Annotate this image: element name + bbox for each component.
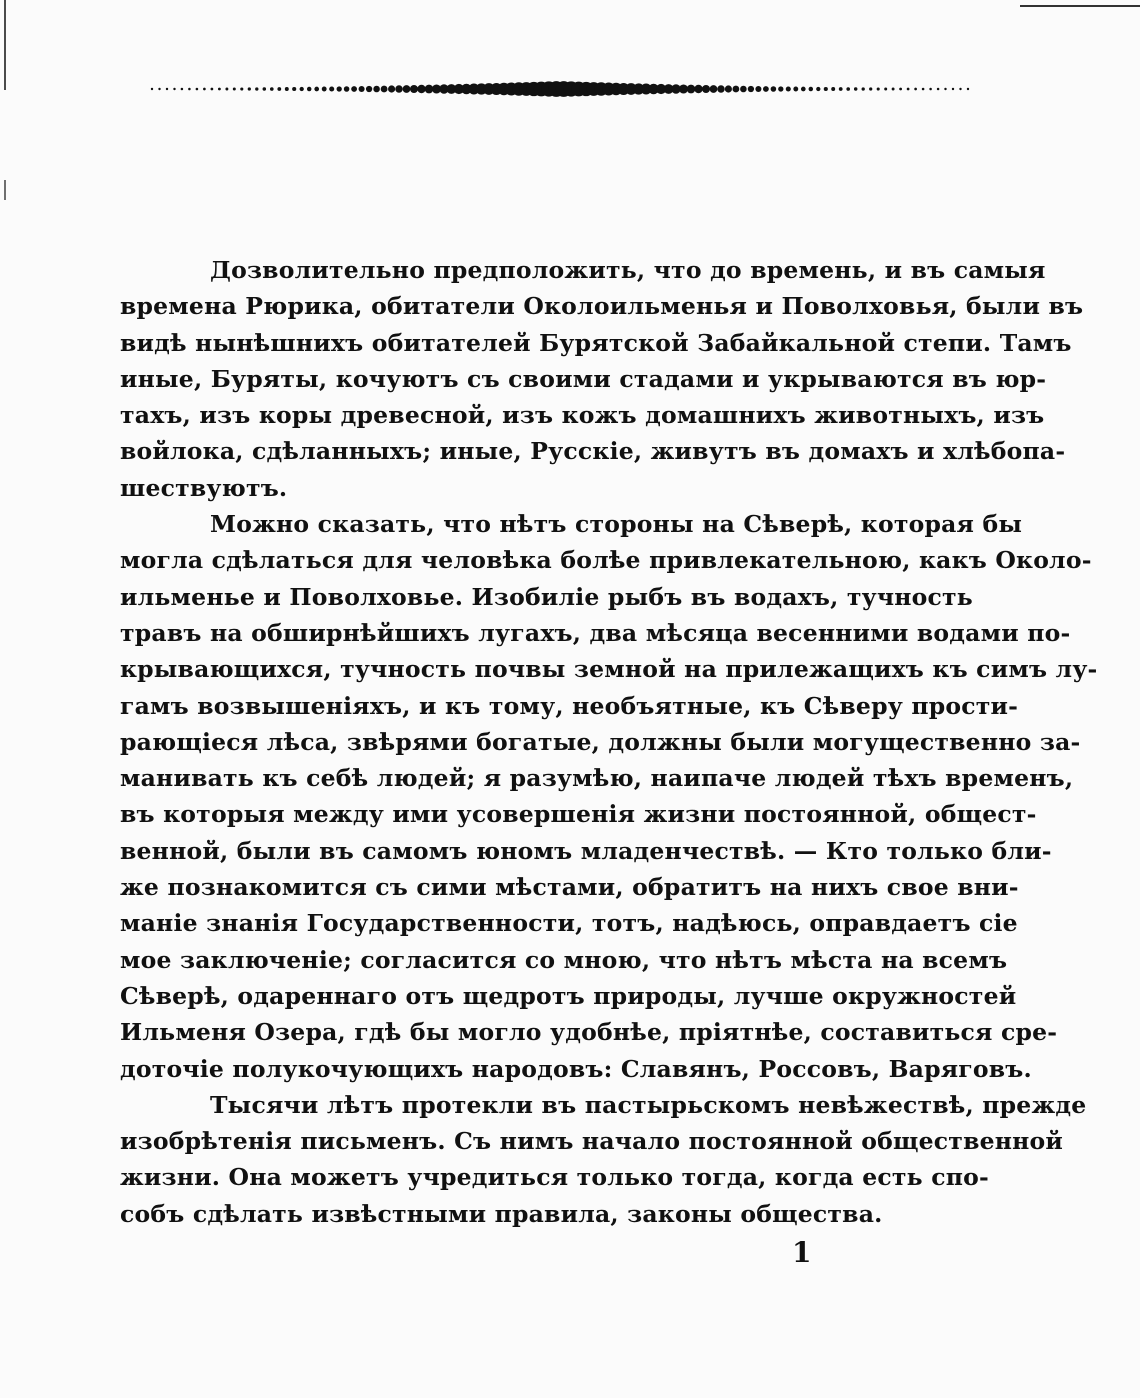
ornament-dot bbox=[151, 88, 153, 90]
ornament-dot bbox=[211, 88, 214, 91]
ornament-dot bbox=[248, 87, 251, 90]
ornament-dot bbox=[763, 86, 769, 92]
text-line: венной, были въ самомъ юномъ младенчествѣ. — Кто только бли- bbox=[120, 836, 1052, 865]
ornament-dot bbox=[740, 86, 747, 93]
ornament-dot bbox=[809, 87, 813, 91]
ornament-dot bbox=[694, 85, 702, 93]
ornament-dot bbox=[755, 86, 761, 92]
ornament-dot bbox=[952, 88, 954, 90]
ornament-dot bbox=[322, 87, 327, 92]
ornament-dot bbox=[196, 88, 199, 91]
text-line: Сѣверѣ, одареннаго отъ щедротъ природы, лучше окружностей bbox=[120, 981, 1017, 1010]
ornament-dot bbox=[351, 86, 357, 92]
ornament-dot bbox=[869, 87, 872, 90]
text-line: мое заключеніе; согласится со мною, что нѣтъ мѣста на всемъ bbox=[120, 945, 1008, 974]
page-number: 1 bbox=[792, 1236, 812, 1269]
text-line: изобрѣтенія письменъ. Съ нимъ начало постоянной общественной bbox=[120, 1127, 1064, 1156]
ornament-dot bbox=[233, 88, 236, 91]
ornament-dot bbox=[270, 87, 274, 91]
text-line: рающіеся лѣса, звѣрями богатые, должны были могущественно за- bbox=[120, 727, 1081, 756]
ornament-dot bbox=[307, 87, 311, 91]
paragraph-2 bbox=[120, 506, 1098, 1087]
ornament-dot bbox=[166, 88, 168, 90]
ornament-dot bbox=[816, 87, 820, 91]
text-line: иные, Буряты, кочуютъ съ своими стадами и укрываются въ юр- bbox=[120, 364, 1047, 393]
ornament-dot bbox=[862, 87, 865, 90]
ornament-dot bbox=[300, 87, 304, 91]
ornament-dot bbox=[771, 86, 777, 92]
ornament-dot bbox=[725, 85, 732, 92]
ornament-dot bbox=[877, 87, 880, 90]
ornament-dot bbox=[967, 88, 969, 90]
ornament-dot bbox=[831, 87, 835, 91]
ornament-dot bbox=[337, 86, 342, 91]
ornament-dot bbox=[277, 87, 281, 91]
text-line: тахъ, изъ коры древесной, изъ кожъ домашнихъ животныхъ, изъ bbox=[120, 401, 1045, 430]
ornament-dot bbox=[359, 86, 365, 92]
text-line: травъ на обширнѣйшихъ лугахъ, два мѣсяца весенними водами по- bbox=[120, 618, 1071, 647]
ornament-dot bbox=[181, 88, 184, 91]
ornament-dot bbox=[403, 85, 411, 93]
ornament-dot bbox=[914, 88, 917, 91]
ornament-dot bbox=[188, 88, 191, 91]
ornament-dot bbox=[884, 88, 887, 91]
ornament-dot bbox=[801, 87, 806, 92]
scan-corner-line bbox=[1020, 5, 1140, 7]
text-line: жизни. Она можетъ учредиться только тогда, когда есть спо- bbox=[120, 1163, 989, 1192]
ornament-dot bbox=[255, 87, 258, 90]
text-line: крывающихся, тучность почвы земной на прилежащихъ къ симъ лу- bbox=[120, 655, 1098, 684]
ornament-dot bbox=[892, 88, 895, 91]
ornament-dot bbox=[173, 88, 175, 90]
ornament-dot bbox=[717, 85, 724, 92]
ornament-dot bbox=[710, 85, 718, 93]
ornament-dot bbox=[824, 87, 828, 91]
ornament-dot bbox=[263, 87, 266, 90]
text-line: Можно сказать, что нѣтъ стороны на Сѣверѣ, которая бы bbox=[210, 510, 1023, 539]
ornament-dot bbox=[793, 87, 798, 92]
text-line: видѣ нынѣшнихъ обитателей Бурятской Забайкальной степи. Тамъ bbox=[120, 328, 1072, 357]
ornament-dot bbox=[314, 87, 319, 92]
ornament-dot bbox=[959, 88, 961, 90]
text-line: маніе знанія Государственности, тотъ, надѣюсь, оправдаетъ сіе bbox=[120, 909, 1018, 938]
text-line: шествуютъ. bbox=[120, 473, 288, 502]
ornament-dot bbox=[937, 88, 940, 91]
scan-edge-mark bbox=[4, 0, 6, 1398]
body-text bbox=[120, 252, 1098, 1232]
ornament-dot bbox=[702, 85, 710, 93]
ornament-dot bbox=[203, 88, 206, 91]
ornament-dot bbox=[922, 88, 925, 91]
ornament-dot bbox=[839, 87, 843, 91]
ornament-dot bbox=[748, 86, 754, 92]
ornament-dot bbox=[285, 87, 289, 91]
ornament-dot bbox=[732, 86, 739, 93]
text-line: доточіе полукочующихъ народовъ: Славянъ, Россовъ, Варяговъ. bbox=[120, 1054, 1032, 1083]
ornament-dot bbox=[292, 87, 296, 91]
ornament-dot bbox=[929, 88, 932, 91]
text-line: Ильменя Озера, гдѣ бы могло удобнѣе, пріятнѣе, составиться сре- bbox=[120, 1018, 1058, 1047]
ornament-dot bbox=[240, 87, 243, 90]
text-line: могла сдѣлаться для человѣка болѣе привлекательною, какъ Около- bbox=[120, 546, 1092, 575]
paragraph-1 bbox=[120, 252, 1084, 506]
header-ornament bbox=[148, 78, 972, 100]
ornament-dot bbox=[786, 86, 791, 91]
ornament-dot bbox=[395, 85, 402, 92]
ornament-dot bbox=[373, 86, 380, 93]
text-line: манивать къ себѣ людей; я разумѣю, наипаче людей тѣхъ временъ, bbox=[120, 764, 1074, 793]
ornament-dot bbox=[218, 88, 221, 91]
ornament-dot bbox=[410, 85, 418, 93]
text-line: собъ сдѣлать извѣстными правила, законы общества. bbox=[120, 1199, 883, 1228]
ornament-dot bbox=[687, 85, 696, 94]
ornament-dot bbox=[944, 88, 946, 90]
text-line: Дозволительно предположить, что до времень, и въ самыя bbox=[210, 256, 1046, 284]
ornament-dot bbox=[846, 87, 850, 91]
text-line: ильменье и Поволховье. Изобиліе рыбъ въ водахъ, тучность bbox=[120, 582, 973, 611]
ornament-dot bbox=[381, 86, 388, 93]
ornament-dot bbox=[366, 86, 372, 92]
ornament-dot bbox=[329, 86, 334, 91]
ornament-dot bbox=[344, 86, 350, 92]
text-line: гамъ возвышеніяхъ, и къ тому, необъятные, къ Сѣверу прости- bbox=[120, 691, 1019, 720]
ornament-dot bbox=[388, 85, 395, 92]
ornament-dot bbox=[225, 88, 228, 91]
ornament-dot bbox=[778, 86, 783, 91]
ornament-dot bbox=[158, 88, 160, 90]
text-line: въ которыя между ими усовершенія жизни постоянной, общест- bbox=[120, 800, 1037, 829]
ornament-dot bbox=[417, 85, 425, 93]
ornament-dot bbox=[907, 88, 910, 91]
text-line: войлока, сдѣланныхъ; иные, Русскіе, живутъ въ домахъ и хлѣбопа- bbox=[120, 437, 1066, 466]
text-line: Тысячи лѣтъ протекли въ пастырьскомъ невѣжествѣ, прежде bbox=[210, 1090, 1087, 1119]
ornament-dot bbox=[854, 87, 857, 90]
paragraph-3 bbox=[120, 1087, 1087, 1232]
ornament-dot bbox=[899, 88, 902, 91]
text-line: же познакомится съ сими мѣстами, обратитъ на нихъ свое вни- bbox=[120, 873, 1019, 902]
text-line: времена Рюрика, обитатели Околоильменья и Поволховья, были въ bbox=[120, 292, 1084, 321]
